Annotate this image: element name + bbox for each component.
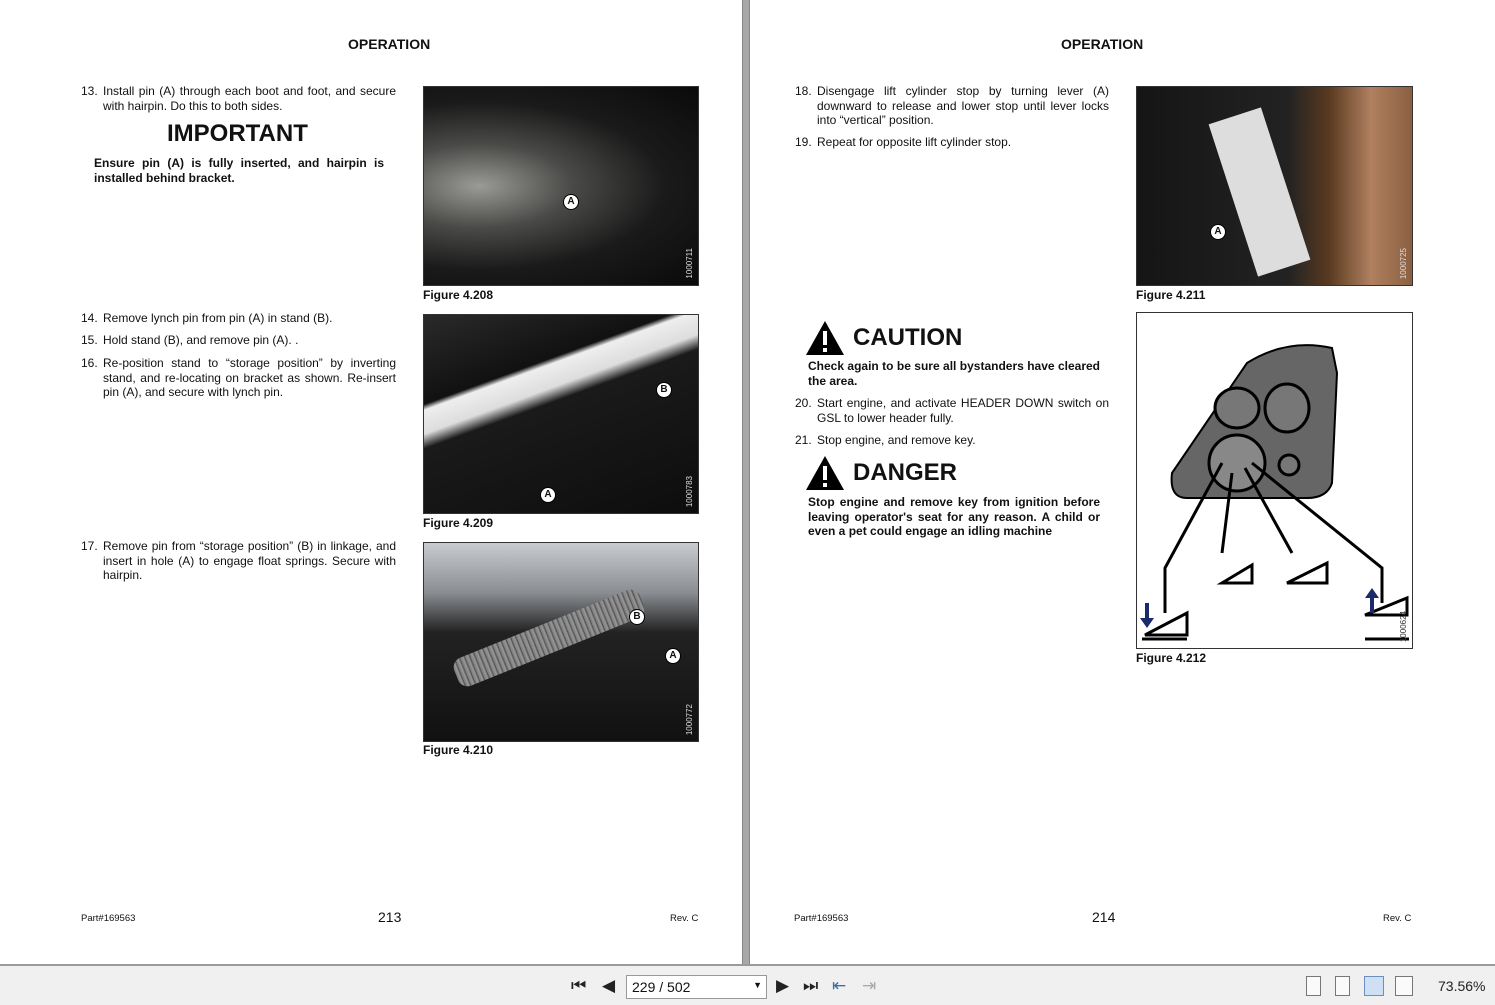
- section-header: OPERATION: [348, 36, 431, 52]
- continuous-facing-view-icon[interactable]: [1395, 976, 1413, 996]
- caution-title: CAUTION: [853, 324, 963, 351]
- page-number: 214: [1092, 909, 1116, 925]
- previous-page-icon[interactable]: ◀: [602, 976, 616, 995]
- step-20: 20. Start engine, and activate HEADER DOWN switch on GSL to lower header fully.: [795, 396, 1109, 425]
- step-16: 16. Re-position stand to “storage position” by inverting stand, and re-locating on bracket as shown. Re-insert pin (A), and secure with lynch pin.: [81, 356, 396, 399]
- figure-4-209-photo: [423, 314, 699, 514]
- danger-text: Stop engine and remove key from ignition before leaving operator's seat for any reason. A child or even a pet could engage an idling machine: [808, 495, 1100, 538]
- next-page-icon[interactable]: ▶: [776, 976, 790, 995]
- step-14: 14. Remove lynch pin from pin (A) in stand (B).: [81, 311, 333, 325]
- callout-a: A: [1210, 224, 1226, 240]
- chevron-down-icon[interactable]: ▼: [753, 980, 762, 990]
- figure-id: 1000624: [1399, 610, 1408, 642]
- facing-pages-view-icon[interactable]: [1364, 976, 1384, 996]
- callout-a: A: [665, 648, 681, 664]
- figure-id: 1000772: [685, 703, 694, 735]
- figure-id: 1000783: [685, 475, 694, 507]
- viewer-toolbar: [0, 964, 1495, 1005]
- figure-4-208-photo: [423, 86, 699, 286]
- danger-warning-icon: [805, 455, 845, 491]
- step-13: 13. Install pin (A) through each boot and foot, and secure with hairpin. Do this to both sides.: [81, 84, 396, 113]
- continuous-view-icon[interactable]: [1335, 976, 1350, 996]
- step-21: 21. Stop engine, and remove key.: [795, 433, 976, 447]
- left-page: [0, 0, 742, 964]
- figure-4-212-diagram: [1136, 312, 1413, 649]
- step-15: 15. Hold stand (B), and remove pin (A). .: [81, 333, 299, 347]
- right-page: [750, 0, 1495, 964]
- figure-4-211-photo: [1136, 86, 1413, 286]
- figure-caption: Figure 4.209: [423, 516, 494, 530]
- footer-rev: Rev. C: [670, 913, 699, 924]
- figure-caption: Figure 4.212: [1136, 651, 1207, 665]
- forward-view-icon[interactable]: ⇥: [862, 976, 877, 995]
- figure-id: 1000725: [1399, 247, 1408, 279]
- figure-caption: Figure 4.211: [1136, 288, 1206, 302]
- first-page-icon[interactable]: ⏮: [571, 976, 587, 995]
- page-number: 213: [378, 909, 402, 925]
- back-view-icon[interactable]: ⇤: [832, 976, 847, 995]
- footer-part: Part#169563: [81, 913, 136, 924]
- last-page-icon[interactable]: ⏭: [803, 976, 819, 995]
- footer-part: Part#169563: [794, 913, 849, 924]
- callout-b: B: [629, 609, 645, 625]
- caution-text: Check again to be sure all bystanders have cleared the area.: [808, 359, 1100, 388]
- step-18: 18. Disengage lift cylinder stop by turning lever (A) downward to release and lower stop until lever locks into “vertical” position.: [795, 84, 1109, 127]
- important-text: Ensure pin (A) is fully inserted, and hairpin is installed behind bracket.: [94, 156, 384, 185]
- callout-a: A: [563, 194, 579, 210]
- callout-b: B: [656, 382, 672, 398]
- footer-rev: Rev. C: [1383, 913, 1412, 924]
- page-divider: [742, 0, 750, 964]
- caution-warning-icon: [805, 320, 845, 356]
- section-header: OPERATION: [1061, 36, 1144, 52]
- important-title: IMPORTANT: [167, 120, 308, 147]
- callout-a: A: [540, 487, 556, 503]
- step-19: 19. Repeat for opposite lift cylinder stop.: [795, 135, 1012, 149]
- danger-title: DANGER: [853, 459, 958, 486]
- figure-id: 1000711: [685, 248, 694, 279]
- step-17: 17. Remove pin from “storage position” (B) in linkage, and insert in hole (A) to engage float springs. Secure with hairpin.: [81, 539, 396, 582]
- zoom-level[interactable]: 73.56%: [1438, 978, 1486, 994]
- single-page-view-icon[interactable]: [1306, 976, 1321, 996]
- figure-caption: Figure 4.210: [423, 743, 494, 757]
- figure-4-210-photo: [423, 542, 699, 742]
- figure-caption: Figure 4.208: [423, 288, 494, 302]
- page-number-field[interactable]: 229 / 502 ▼: [626, 975, 767, 999]
